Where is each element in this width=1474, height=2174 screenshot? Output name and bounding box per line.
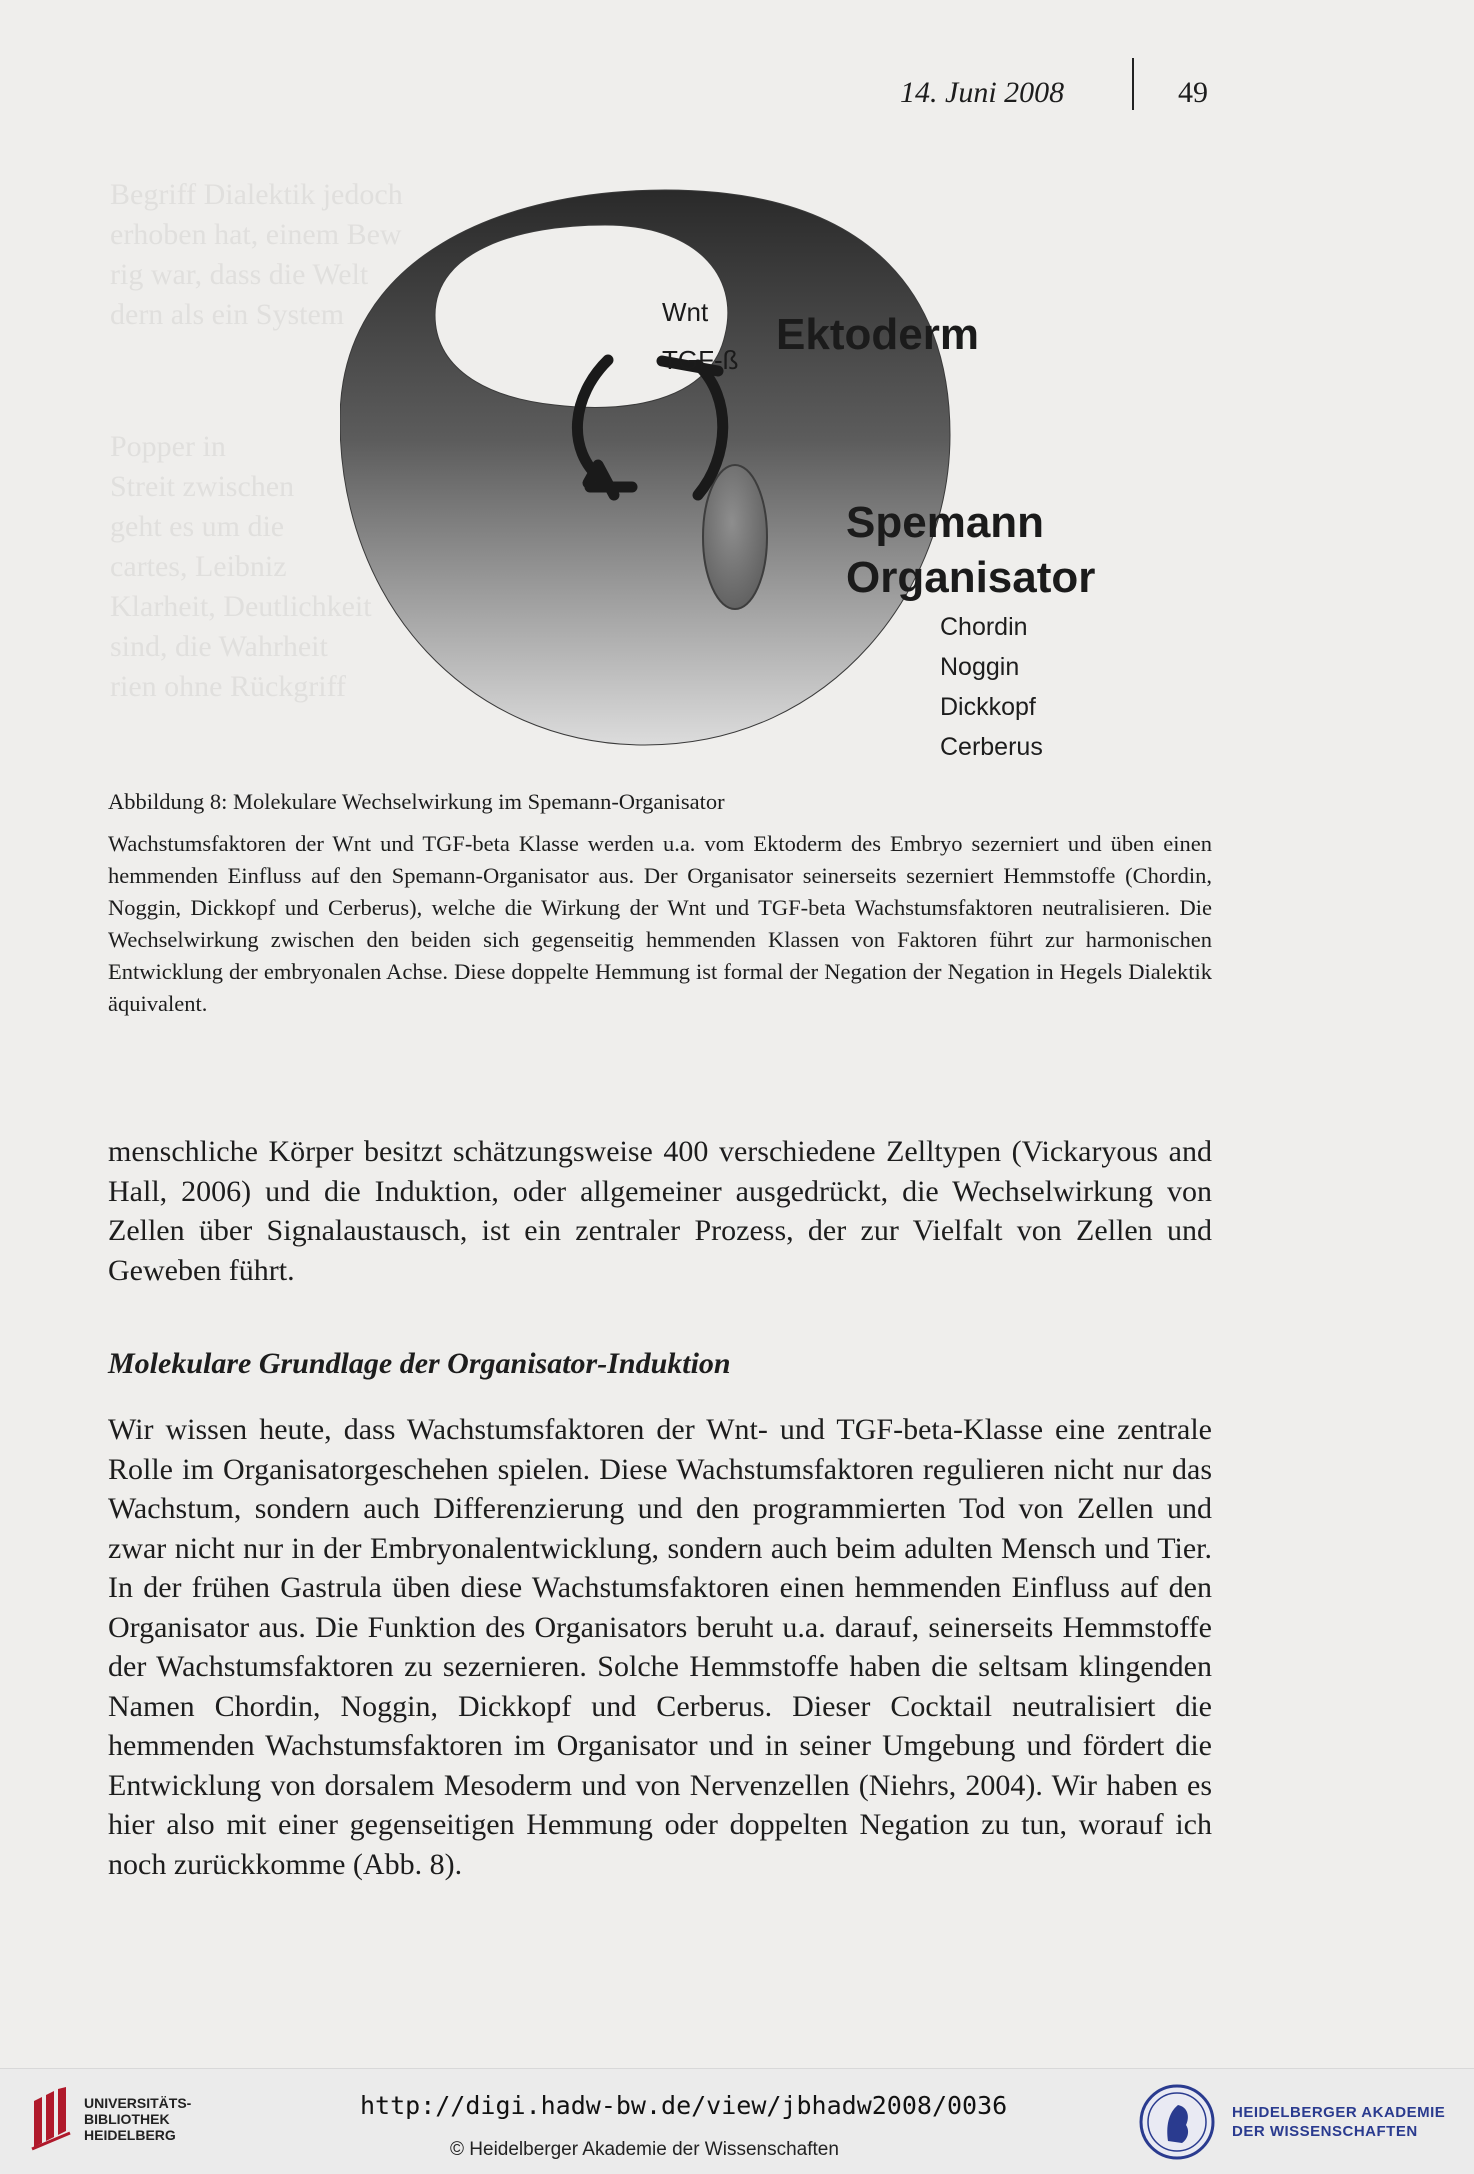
academy-seal-icon: [1138, 2083, 1216, 2161]
figure-caption: [108, 786, 1212, 1020]
factor-item: Chordin: [940, 613, 1028, 641]
bleed-through-text: cartes, Leibniz: [110, 550, 287, 583]
embryo-ring: [340, 190, 950, 745]
bleed-through-text: erhoben hat, einem Bew: [110, 218, 402, 251]
body-paragraph-1: menschliche Körper besitzt schätzungsweise 400 verschiedene Zelltypen (Vickaryous and Hall, 2006) und die Induktion, oder allgemeiner ausgedrückt, die Wechselwirkung von Zellen über Signalaustausch, ist ein zentraler Prozess, der zur Vielfalt von Zellen und Geweben führt.: [108, 1135, 1212, 1287]
header-separator: [1132, 58, 1134, 110]
label-organisator: Organisator: [846, 553, 1096, 602]
academy-name-line: HEIDELBERGER AKADEMIE: [1232, 2104, 1446, 2121]
academy-name: [1232, 2103, 1445, 2141]
label-wnt: Wnt: [662, 297, 709, 327]
digitization-footer: [0, 2068, 1474, 2174]
caption-title: Abbildung 8: Molekulare Wechselwirkung im Spemann-Organisator: [108, 789, 725, 814]
library-name-line: UNIVERSITÄTS-: [84, 2095, 192, 2111]
section-heading: Molekulare Grundlage der Organisator-Induktion: [108, 1347, 731, 1380]
bleed-through-text: Begriff Dialektik jedoch: [110, 178, 403, 211]
factor-item: Cerberus: [940, 733, 1043, 761]
body-paragraph-2: Wir wissen heute, dass Wachstumsfaktoren der Wnt- und TGF-beta-Klasse eine zentrale Rolle im Organisatorgeschehen spielen. Diese Wachstumsfaktoren regulieren nicht nur das Wachstum, sondern auch Differenzierung und den programmierten Tod von Zellen und zwar nicht nur in der Embryonalentwicklung, sondern auch beim adulten Mensch und Tier. In der frühen Gastrula üben diese Wachstumsfaktoren einen hemmenden Einfluss auf den Organisator aus. Die Funktion des Organisators beruht u.a. darauf, seinerseits Hemmstoffe der Wachstumsfaktoren zu sezernieren. Solche Hemmstoffe haben die seltsam klingenden Namen Chordin, Noggin, Dickkopf und Cerberus. Dieser Cocktail neutralisiert die hemmenden Wachstumsfaktoren im Organisator und in seiner Umgebung und fördert die Entwicklung von dorsalem Mesoderm und von Nervenzellen (Niehrs, 2004). Wir haben es hier also mit einer gegenseitigen Hemmung oder doppelten Negation zu tun, worauf ich noch zurückkomme (Abb. 8).: [108, 1413, 1212, 1881]
caption-text: Wachstumsfaktoren der Wnt und TGF-beta Klasse werden u.a. vom Ektoderm des Embryo sezerniert und üben einen hemmenden Einfluss auf den Spemann-Organisator aus. Der Organisator seinerseits sezerniert Hemmstoffe (Chordin, Noggin, Dickkopf und Cerberus), welche die Wirkung der Wnt und TGF-beta Wachstumsfaktoren neutralisieren. Die Wechselwirkung zwischen den beiden sich gegenseitig hemmenden Klassen von Faktoren führt zur harmonischen Entwicklung der embryonalen Achse. Diese doppelte Hemmung ist formal der Negation der Negation in Hegels Dialektik äquivalent.: [108, 831, 1212, 1016]
copyright-notice: © Heidelberger Akademie der Wissenschaften: [450, 2139, 839, 2160]
figure-organisator-diagram: [340, 165, 1140, 765]
label-ektoderm: Ektoderm: [776, 310, 979, 359]
bleed-through-text: rig war, dass die Welt: [110, 258, 369, 291]
university-library-logo-icon: [30, 2087, 74, 2151]
header-date: 14. Juni 2008: [900, 76, 1065, 109]
organisator-region: [703, 465, 767, 609]
digital-copy-link[interactable]: http://digi.hadw-bw.de/view/jbhadw2008/0036: [360, 2091, 1008, 2120]
library-name-line: HEIDELBERG: [84, 2127, 176, 2143]
bleed-through-text: dern als ein System: [110, 298, 345, 331]
bleed-through-text: rien ohne Rückgriff: [110, 670, 347, 703]
academy-name-line: DER WISSENSCHAFTEN: [1232, 2123, 1418, 2140]
bleed-through-text: Popper in: [110, 430, 226, 463]
label-tgf-beta: TGF-ß: [662, 345, 739, 375]
bleed-through-text: Klarheit, Deutlichkeit: [110, 590, 372, 623]
library-name: [84, 2095, 191, 2143]
running-header: [880, 76, 1220, 116]
label-spemann: Spemann: [846, 498, 1045, 547]
page-number: 49: [1178, 76, 1208, 109]
inhibitor-factor-list: [940, 607, 1043, 767]
bleed-through-text: Streit zwischen: [110, 470, 295, 503]
bleed-through-text: geht es um die: [110, 510, 285, 543]
library-name-line: BIBLIOTHEK: [84, 2111, 170, 2127]
label-spemann-organisator: [846, 495, 1095, 605]
factor-item: Dickkopf: [940, 693, 1036, 721]
factor-item: Noggin: [940, 653, 1020, 681]
bleed-through-text: sind, die Wahrheit: [110, 630, 328, 663]
